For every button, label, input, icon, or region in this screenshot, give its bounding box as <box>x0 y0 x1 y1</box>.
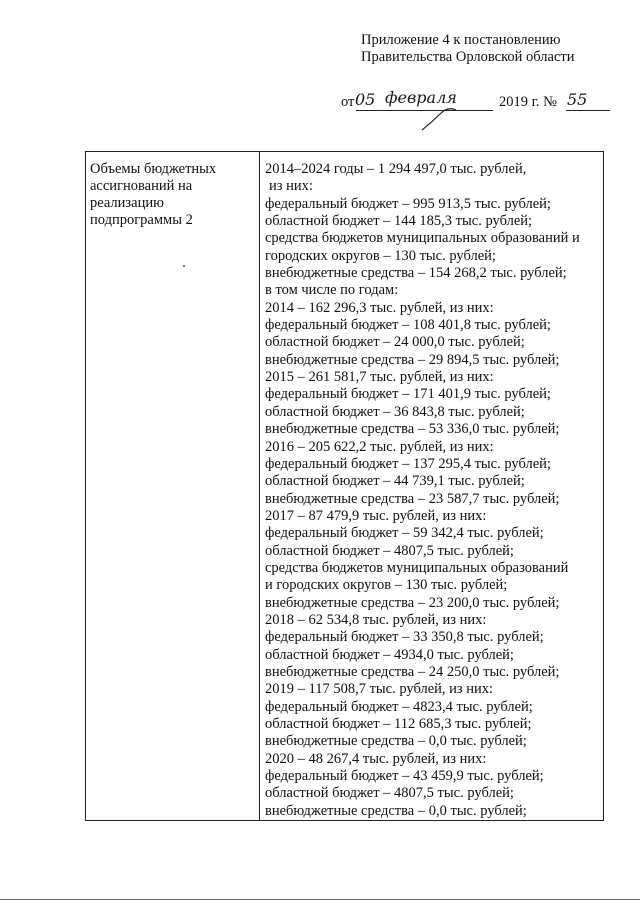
funding-line: средства бюджетов муниципальных образований и <box>265 230 580 247</box>
funding-line: внебюджетные средства – 0,0 тыс. рублей; <box>265 802 527 819</box>
funding-line: городских округов – 130 тыс. рублей; <box>265 247 496 264</box>
funding-line: внебюджетные средства – 23 587,7 тыс. рублей; <box>265 490 560 507</box>
stray-dot <box>183 265 185 267</box>
handwritten-month: февраля <box>385 88 457 107</box>
handwritten-day: 05 <box>355 90 376 109</box>
signature-stroke <box>420 108 460 132</box>
funding-line: федеральный бюджет – 4823,4 тыс. рублей; <box>265 698 533 715</box>
funding-line: внебюджетные средства – 0,0 тыс. рублей; <box>265 733 527 750</box>
date-prefix: от <box>341 94 355 110</box>
funding-line: 2015 – 261 581,7 тыс. рублей, из них: <box>265 369 494 386</box>
funding-line: из них: <box>269 178 313 195</box>
funding-line: 2018 – 62 534,8 тыс. рублей, из них: <box>265 611 487 628</box>
funding-line: федеральный бюджет – 171 401,9 тыс. рублей; <box>265 386 551 403</box>
funding-line: областной бюджет – 112 685,3 тыс. рублей; <box>265 716 532 732</box>
table-left-cell <box>90 161 258 229</box>
number-underline <box>566 110 610 111</box>
funding-line: областной бюджет – 24 000,0 тыс. рублей; <box>265 334 525 351</box>
funding-line: внебюджетные средства – 24 250,0 тыс. рублей; <box>265 663 560 680</box>
left-label-line: реализацию <box>90 195 164 211</box>
funding-line: федеральный бюджет – 137 295,4 тыс. рублей; <box>265 455 551 472</box>
funding-line: областной бюджет – 4934,0 тыс. рублей; <box>265 646 514 663</box>
left-label-line: ассигнований на <box>90 178 193 194</box>
funding-line: 2014 – 162 296,3 тыс. рублей, из них: <box>265 299 494 316</box>
funding-line: областной бюджет – 44 739,1 тыс. рублей; <box>265 473 525 490</box>
appendix-title: Приложение 4 к постановлению <box>361 32 561 48</box>
funding-line: внебюджетные средства – 29 894,5 тыс. рублей; <box>265 351 560 368</box>
funding-line: областной бюджет – 4807,5 тыс. рублей; <box>265 542 514 559</box>
table-column-divider <box>259 151 260 821</box>
table-right-cell <box>265 161 600 820</box>
funding-line: внебюджетные средства – 23 200,0 тыс. рублей; <box>265 594 560 611</box>
funding-line: 2016 – 205 622,2 тыс. рублей, из них: <box>265 438 494 455</box>
funding-line: федеральный бюджет – 108 401,8 тыс. рублей; <box>265 317 551 334</box>
funding-line: внебюджетные средства – 53 336,0 тыс. рублей; <box>265 421 560 438</box>
funding-line: областной бюджет – 36 843,8 тыс. рублей; <box>265 403 525 420</box>
handwritten-number: 55 <box>567 90 588 109</box>
funding-line: 2020 – 48 267,4 тыс. рублей, из них: <box>265 750 487 767</box>
date-year: 2019 г. № <box>499 94 558 110</box>
funding-line: областной бюджет – 4807,5 тыс. рублей; <box>265 785 514 802</box>
funding-line: 2014–2024 годы – 1 294 497,0 тыс. рублей, <box>265 161 527 177</box>
funding-line: и городских округов – 130 тыс. рублей; <box>265 577 508 594</box>
funding-line: внебюджетные средства – 154 268,2 тыс. рублей; <box>265 265 567 282</box>
appendix-authority: Правительства Орловской области <box>361 49 575 65</box>
funding-line: областной бюджет – 144 185,3 тыс. рублей; <box>265 213 533 230</box>
funding-line: федеральный бюджет – 59 342,4 тыс. рублей; <box>265 525 544 542</box>
funding-line: средства бюджетов муниципальных образований <box>265 559 569 576</box>
funding-line: федеральный бюджет – 33 350,8 тыс. рублей; <box>265 629 544 646</box>
funding-line: 2019 – 117 508,7 тыс. рублей, из них: <box>265 681 494 698</box>
left-label-line: подпрограммы 2 <box>90 212 193 228</box>
left-label-line: Объемы бюджетных <box>90 161 217 177</box>
funding-line: в том числе по годам: <box>265 282 399 299</box>
funding-line: 2017 – 87 479,9 тыс. рублей, из них: <box>265 507 487 524</box>
funding-line: федеральный бюджет – 995 913,5 тыс. рублей; <box>265 195 551 212</box>
page-bottom-edge <box>0 899 640 900</box>
funding-line: федеральный бюджет – 43 459,9 тыс. рублей; <box>265 768 544 785</box>
